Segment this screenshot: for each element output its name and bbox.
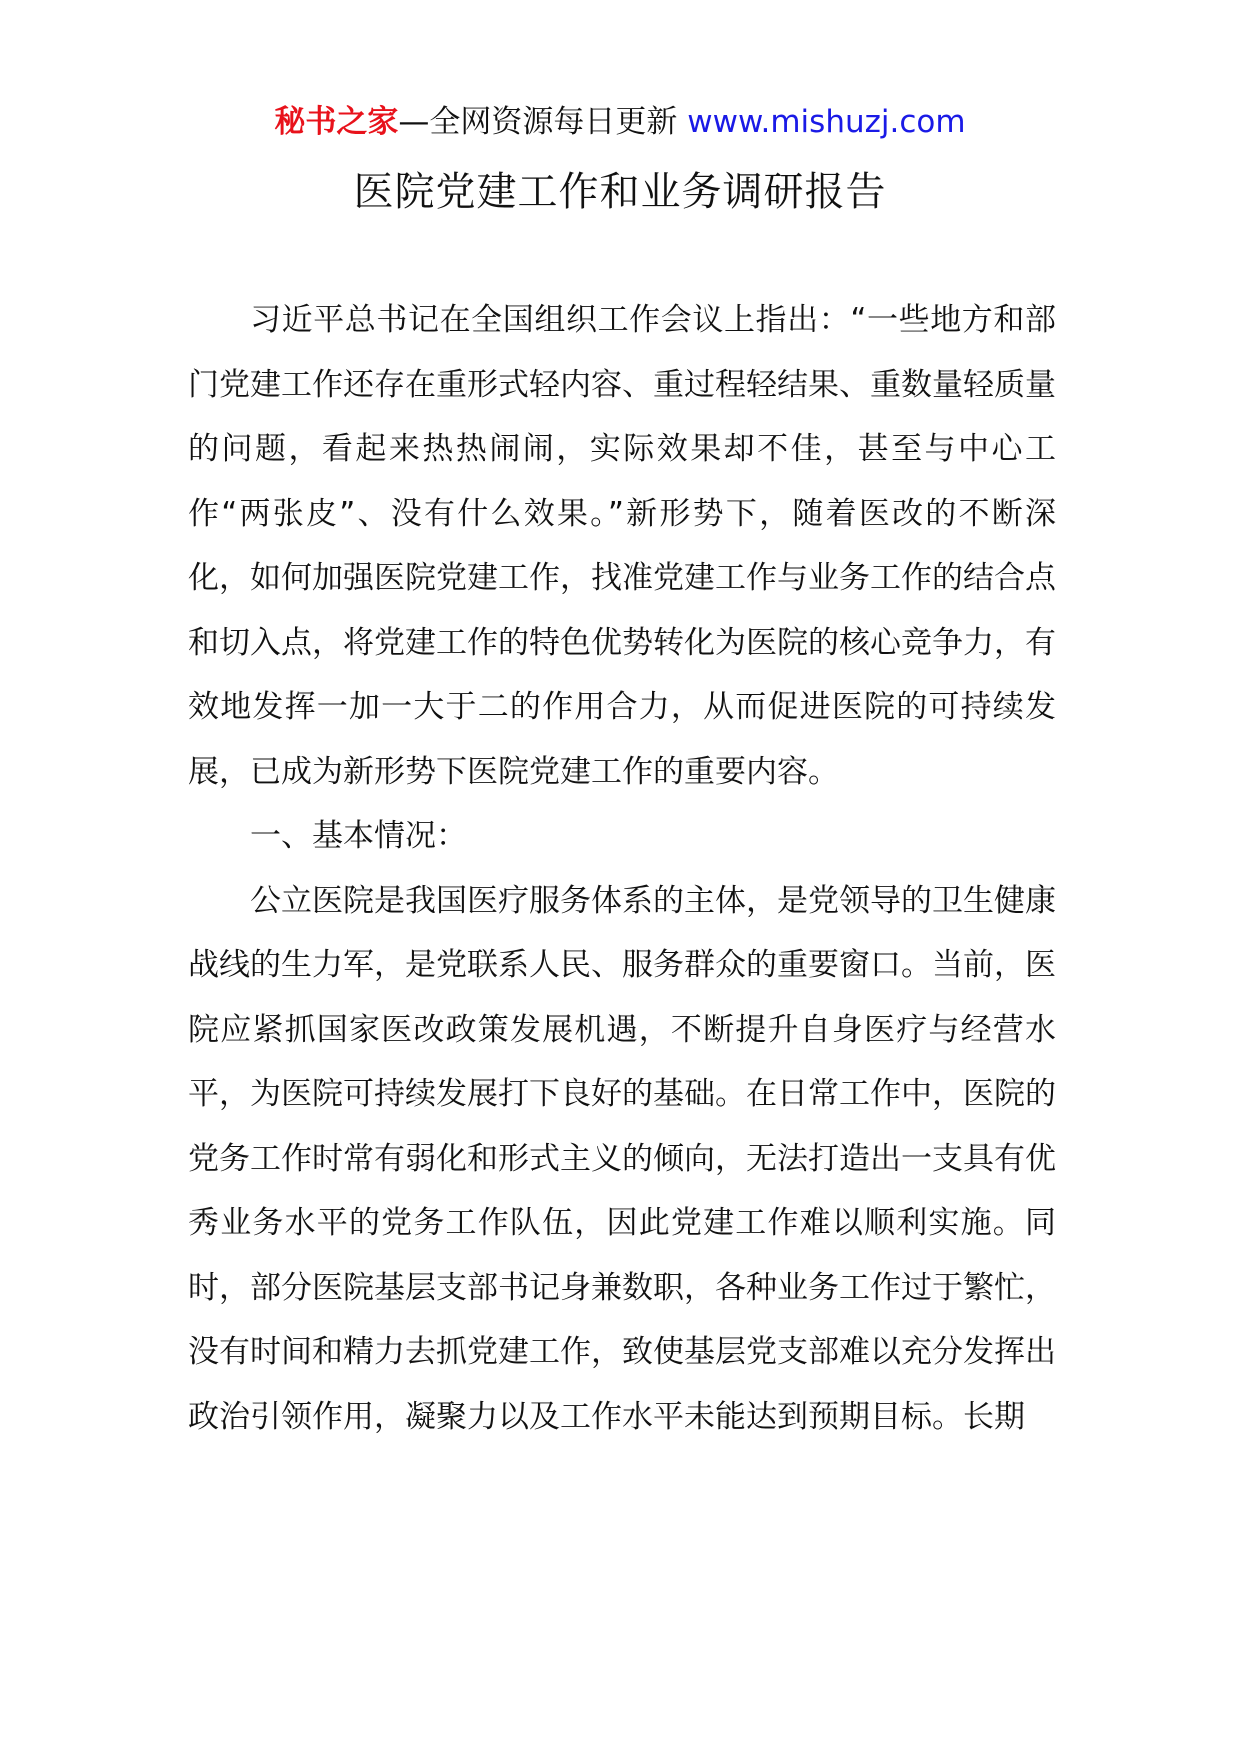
site-name: 秘书之家 (274, 104, 399, 140)
site-tagline: —全网资源每日更新 (398, 104, 688, 140)
document-title: 医院党建工作和业务调研报告 (353, 169, 887, 215)
section-heading: 一、基本情况： (250, 818, 467, 854)
document-body (188, 288, 1056, 1449)
site-header (0, 100, 1240, 144)
section-paragraph: 公立医院是我国医疗服务体系的主体，是党领导的卫生健康战线的生力军，是党联系人民、服务群众的重要窗口。当前，医院应紧抓国家医改政策发展机遇，不断提升自身医疗与经营水平，为医院可持续发展打下良好的基础。在日常工作中，医院的党务工作时常有弱化和形式主义的倾向，无法打造出一支具有优秀业务水平的党务工作队伍，因此党建工作难以顺利实施。同时，部分医院基层支部书记身兼数职，各种业务工作过于繁忙，没有时间和精力去抓党建工作，致使基层党支部难以充分发挥出政治引领作用，凝聚力以及工作水平未能达到预期目标。长期 (188, 882, 1056, 1435)
site-url-link[interactable]: www.mishuzj.com (687, 104, 966, 140)
intro-paragraph: 习近平总书记在全国组织工作会议上指出：“一些地方和部门党建工作还存在重形式轻内容、重过程轻结果、重数量轻质量的问题，看起来热热闹闹，实际效果却不佳，甚至与中心工作“两张皮”、没有什么效果。”新形势下，随着医改的不断深化，如何加强医院党建工作，找准党建工作与业务工作的结合点和切入点，将党建工作的特色优势转化为医院的核心竞争力，有效地发挥一加一大于二的作用合力，从而促进医院的可持续发展，已成为新形势下医院党建工作的重要内容。 (188, 302, 1056, 790)
